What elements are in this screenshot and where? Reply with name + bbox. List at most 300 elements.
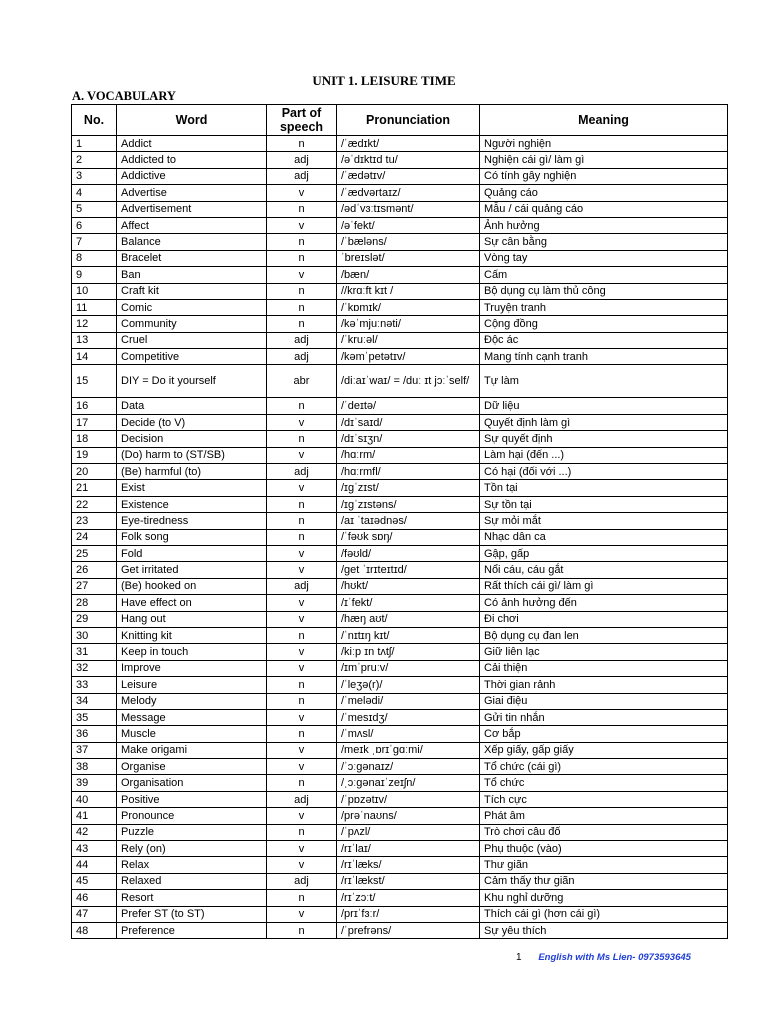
cell-meaning: Trò chơi câu đố (480, 824, 728, 840)
cell-word: Existence (117, 496, 267, 512)
cell-part-of-speech: n (267, 316, 337, 332)
cell-word: Puzzle (117, 824, 267, 840)
cell-no: 24 (72, 529, 117, 545)
table-row (72, 873, 728, 889)
cell-pronunciation: /ˈdeɪtə/ (337, 398, 480, 414)
cell-meaning: Có hại (đối với ...) (480, 464, 728, 480)
table-row (72, 431, 728, 447)
table-row (72, 824, 728, 840)
cell-meaning: Ảnh hưởng (480, 217, 728, 233)
table-row (72, 283, 728, 299)
cell-pronunciation: /bæn/ (337, 267, 480, 283)
cell-word: Leisure (117, 677, 267, 693)
cell-word: Keep in touch (117, 644, 267, 660)
cell-word: Melody (117, 693, 267, 709)
cell-meaning: Dữ liệu (480, 398, 728, 414)
cell-pronunciation: /ˌɔːɡənaɪˈzeɪʃn/ (337, 775, 480, 791)
cell-word: Bracelet (117, 250, 267, 266)
cell-meaning: Tổ chức (480, 775, 728, 791)
cell-word: Organisation (117, 775, 267, 791)
cell-meaning: Đi chơi (480, 611, 728, 627)
cell-word: Exist (117, 480, 267, 496)
cell-pronunciation: /ˈpʌzl/ (337, 824, 480, 840)
cell-part-of-speech: n (267, 299, 337, 315)
cell-pronunciation: /ɪɡˈzɪst/ (337, 480, 480, 496)
table-row (72, 250, 728, 266)
cell-word: Decide (to V) (117, 414, 267, 430)
cell-part-of-speech: n (267, 496, 337, 512)
table-row (72, 611, 728, 627)
cell-no: 43 (72, 841, 117, 857)
cell-part-of-speech: n (267, 513, 337, 529)
cell-no: 10 (72, 283, 117, 299)
cell-word: Preference (117, 922, 267, 938)
cell-pronunciation: /ˈprefrəns/ (337, 922, 480, 938)
cell-no: 34 (72, 693, 117, 709)
cell-pronunciation: /fəʊld/ (337, 545, 480, 561)
table-row (72, 201, 728, 217)
footer-brand: English with Ms Lien- 0973593645 (538, 952, 691, 963)
cell-part-of-speech: abr (267, 365, 337, 398)
cell-no: 47 (72, 906, 117, 922)
cell-pronunciation: /kəˈmjuːnəti/ (337, 316, 480, 332)
cell-meaning: Phát âm (480, 808, 728, 824)
table-row (72, 726, 728, 742)
cell-part-of-speech: n (267, 283, 337, 299)
table-row (72, 759, 728, 775)
cell-no: 40 (72, 791, 117, 807)
cell-part-of-speech: n (267, 398, 337, 414)
table-row (72, 480, 728, 496)
cell-part-of-speech: v (267, 857, 337, 873)
cell-meaning: Cải thiện (480, 660, 728, 676)
cell-meaning: Sự mỏi mắt (480, 513, 728, 529)
table-row (72, 513, 728, 529)
cell-pronunciation: /ˈɔːɡənaɪz/ (337, 759, 480, 775)
cell-part-of-speech: v (267, 414, 337, 430)
cell-pronunciation: /ˈnɪtɪŋ kɪt/ (337, 627, 480, 643)
cell-no: 17 (72, 414, 117, 430)
cell-part-of-speech: v (267, 660, 337, 676)
cell-pronunciation: /ˈædvərtaɪz/ (337, 185, 480, 201)
vocabulary-table-body (72, 136, 728, 939)
cell-word: Community (117, 316, 267, 332)
cell-pronunciation: /dɪˈsɪʒn/ (337, 431, 480, 447)
cell-pronunciation: /ˈkɒmɪk/ (337, 299, 480, 315)
cell-pronunciation: /əˈfekt/ (337, 217, 480, 233)
cell-word: Balance (117, 234, 267, 250)
cell-no: 3 (72, 168, 117, 184)
cell-meaning: Phụ thuộc (vào) (480, 841, 728, 857)
cell-word: Competitive (117, 349, 267, 365)
cell-pronunciation: /hɑːrm/ (337, 447, 480, 463)
cell-no: 4 (72, 185, 117, 201)
cell-meaning: Truyện tranh (480, 299, 728, 315)
table-row (72, 660, 728, 676)
cell-no: 36 (72, 726, 117, 742)
cell-pronunciation: /rɪˈlæks/ (337, 857, 480, 873)
cell-part-of-speech: adj (267, 578, 337, 594)
cell-part-of-speech: v (267, 217, 337, 233)
cell-meaning: Thích cái gì (hơn cái gì) (480, 906, 728, 922)
cell-no: 28 (72, 595, 117, 611)
cell-part-of-speech: n (267, 693, 337, 709)
cell-no: 48 (72, 922, 117, 938)
cell-part-of-speech: v (267, 267, 337, 283)
cell-meaning: Làm hại (đến ...) (480, 447, 728, 463)
cell-part-of-speech: v (267, 185, 337, 201)
cell-no: 7 (72, 234, 117, 250)
cell-part-of-speech: v (267, 545, 337, 561)
cell-no: 6 (72, 217, 117, 233)
cell-no: 26 (72, 562, 117, 578)
cell-meaning: Mẫu / cái quảng cáo (480, 201, 728, 217)
cell-meaning: Nhạc dân ca (480, 529, 728, 545)
cell-word: Relax (117, 857, 267, 873)
cell-word: (Be) harmful (to) (117, 464, 267, 480)
cell-word: Resort (117, 890, 267, 906)
cell-meaning: Thời gian rảnh (480, 677, 728, 693)
cell-part-of-speech: adj (267, 332, 337, 348)
table-row (72, 447, 728, 463)
cell-meaning: Người nghiện (480, 136, 728, 152)
cell-word: Craft kit (117, 283, 267, 299)
cell-part-of-speech: v (267, 595, 337, 611)
cell-word: Eye-tiredness (117, 513, 267, 529)
cell-part-of-speech: v (267, 562, 337, 578)
cell-pronunciation: /ˈpɒzətɪv/ (337, 791, 480, 807)
cell-no: 45 (72, 873, 117, 889)
cell-part-of-speech: v (267, 447, 337, 463)
cell-part-of-speech: n (267, 136, 337, 152)
cell-word: Data (117, 398, 267, 414)
cell-word: Positive (117, 791, 267, 807)
table-row (72, 742, 728, 758)
table-row (72, 709, 728, 725)
cell-no: 21 (72, 480, 117, 496)
cell-no: 16 (72, 398, 117, 414)
cell-word: Advertisement (117, 201, 267, 217)
cell-word: Addict (117, 136, 267, 152)
header-word: Word (117, 105, 267, 136)
cell-part-of-speech: adj (267, 791, 337, 807)
cell-meaning: Cơ bắp (480, 726, 728, 742)
cell-word: Pronounce (117, 808, 267, 824)
cell-word: Rely (on) (117, 841, 267, 857)
cell-meaning: Sự yêu thích (480, 922, 728, 938)
cell-part-of-speech: n (267, 529, 337, 545)
table-row (72, 152, 728, 168)
cell-part-of-speech: v (267, 480, 337, 496)
cell-meaning: Nổi cáu, cáu gắt (480, 562, 728, 578)
cell-meaning: Vòng tay (480, 250, 728, 266)
cell-word: Ban (117, 267, 267, 283)
cell-pronunciation: ˈbreɪslət/ (337, 250, 480, 266)
cell-word: Get irritated (117, 562, 267, 578)
cell-meaning: Sự cân bằng (480, 234, 728, 250)
cell-meaning: Giai điệu (480, 693, 728, 709)
cell-pronunciation: /kiːp ɪn tʌtʃ/ (337, 644, 480, 660)
cell-meaning: Tồn tại (480, 480, 728, 496)
cell-part-of-speech: n (267, 922, 337, 938)
table-row (72, 841, 728, 857)
cell-pronunciation: /get ˈɪrɪteɪtɪd/ (337, 562, 480, 578)
cell-part-of-speech: n (267, 775, 337, 791)
cell-meaning: Có tính gây nghiện (480, 168, 728, 184)
page-footer (516, 952, 691, 963)
cell-part-of-speech: v (267, 742, 337, 758)
cell-word: Relaxed (117, 873, 267, 889)
cell-word: (Be) hooked on (117, 578, 267, 594)
cell-part-of-speech: n (267, 677, 337, 693)
table-row (72, 922, 728, 938)
table-row (72, 545, 728, 561)
cell-part-of-speech: n (267, 234, 337, 250)
table-row (72, 496, 728, 512)
cell-meaning: Khu nghỉ dưỡng (480, 890, 728, 906)
cell-pronunciation: /rɪˈzɔːt/ (337, 890, 480, 906)
cell-pronunciation: /ˈkruːəl/ (337, 332, 480, 348)
cell-no: 1 (72, 136, 117, 152)
table-row (72, 627, 728, 643)
table-row (72, 644, 728, 660)
cell-meaning: Mang tính cạnh tranh (480, 349, 728, 365)
cell-word: DIY = Do it yourself (117, 365, 267, 398)
cell-word: Fold (117, 545, 267, 561)
cell-no: 11 (72, 299, 117, 315)
cell-word: Organise (117, 759, 267, 775)
cell-meaning: Tổ chức (cái gì) (480, 759, 728, 775)
cell-pronunciation: /hʊkt/ (337, 578, 480, 594)
header-meaning: Meaning (480, 105, 728, 136)
header-part-of-speech: Part of speech (267, 105, 337, 136)
cell-meaning: Cộng đồng (480, 316, 728, 332)
cell-word: Decision (117, 431, 267, 447)
cell-meaning: Sự quyết định (480, 431, 728, 447)
cell-word: Comic (117, 299, 267, 315)
cell-pronunciation: //krɑːft kɪt / (337, 283, 480, 299)
cell-part-of-speech: n (267, 824, 337, 840)
cell-meaning: Giữ liên lạc (480, 644, 728, 660)
cell-no: 37 (72, 742, 117, 758)
cell-meaning: Sự tồn tại (480, 496, 728, 512)
table-row (72, 808, 728, 824)
cell-part-of-speech: v (267, 759, 337, 775)
cell-no: 31 (72, 644, 117, 660)
table-header-row (72, 105, 728, 136)
cell-meaning: Gửi tin nhắn (480, 709, 728, 725)
cell-part-of-speech: n (267, 726, 337, 742)
cell-pronunciation: /ˈmelədi/ (337, 693, 480, 709)
cell-no: 27 (72, 578, 117, 594)
table-row (72, 595, 728, 611)
cell-word: Muscle (117, 726, 267, 742)
table-row (72, 267, 728, 283)
cell-part-of-speech: v (267, 808, 337, 824)
cell-word: Message (117, 709, 267, 725)
cell-meaning: Gập, gấp (480, 545, 728, 561)
header-pronunciation: Pronunciation (337, 105, 480, 136)
cell-part-of-speech: adj (267, 152, 337, 168)
cell-word: Affect (117, 217, 267, 233)
cell-no: 39 (72, 775, 117, 791)
cell-meaning: Bộ dụng cụ làm thủ công (480, 283, 728, 299)
cell-no: 25 (72, 545, 117, 561)
table-row (72, 234, 728, 250)
cell-pronunciation: /rɪˈlaɪ/ (337, 841, 480, 857)
cell-part-of-speech: adj (267, 464, 337, 480)
table-row (72, 365, 728, 398)
cell-word: Knitting kit (117, 627, 267, 643)
cell-no: 44 (72, 857, 117, 873)
cell-no: 22 (72, 496, 117, 512)
cell-word: Improve (117, 660, 267, 676)
cell-pronunciation: /ɪˈfekt/ (337, 595, 480, 611)
cell-no: 13 (72, 332, 117, 348)
cell-no: 5 (72, 201, 117, 217)
cell-word: Addicted to (117, 152, 267, 168)
cell-meaning: Thư giãn (480, 857, 728, 873)
table-row (72, 414, 728, 430)
cell-part-of-speech: v (267, 644, 337, 660)
header-no: No. (72, 105, 117, 136)
cell-word: Cruel (117, 332, 267, 348)
cell-no: 18 (72, 431, 117, 447)
cell-meaning: Cấm (480, 267, 728, 283)
table-row (72, 775, 728, 791)
cell-meaning: Quảng cáo (480, 185, 728, 201)
cell-pronunciation: /ˈædɪkt/ (337, 136, 480, 152)
cell-meaning: Quyết định làm gì (480, 414, 728, 430)
cell-pronunciation: /ˈædətɪv/ (337, 168, 480, 184)
table-row (72, 332, 728, 348)
cell-pronunciation: /əˈdɪktɪd tu/ (337, 152, 480, 168)
cell-word: Folk song (117, 529, 267, 545)
cell-no: 33 (72, 677, 117, 693)
table-row (72, 677, 728, 693)
cell-meaning: Bộ dụng cụ đan len (480, 627, 728, 643)
table-row (72, 890, 728, 906)
cell-word: (Do) harm to (ST/SB) (117, 447, 267, 463)
cell-no: 20 (72, 464, 117, 480)
cell-pronunciation: /ˈmʌsl/ (337, 726, 480, 742)
cell-no: 14 (72, 349, 117, 365)
cell-part-of-speech: v (267, 611, 337, 627)
table-row (72, 464, 728, 480)
cell-no: 41 (72, 808, 117, 824)
cell-word: Advertise (117, 185, 267, 201)
cell-meaning: Có ảnh hưởng đến (480, 595, 728, 611)
table-row (72, 693, 728, 709)
cell-pronunciation: /ˈbæləns/ (337, 234, 480, 250)
cell-meaning: Xếp giấy, gấp giấy (480, 742, 728, 758)
cell-word: Addictive (117, 168, 267, 184)
table-row (72, 906, 728, 922)
cell-word: Have effect on (117, 595, 267, 611)
cell-pronunciation: /kəmˈpetətɪv/ (337, 349, 480, 365)
cell-part-of-speech: n (267, 431, 337, 447)
cell-pronunciation: /dɪˈsaɪd/ (337, 414, 480, 430)
cell-pronunciation: /diːaɪˈwaɪ/ = /duː ɪt jɔːˈself/ (337, 365, 480, 398)
table-row (72, 398, 728, 414)
cell-no: 15 (72, 365, 117, 398)
cell-meaning: Cảm thấy thư giãn (480, 873, 728, 889)
cell-part-of-speech: adj (267, 349, 337, 365)
table-row (72, 578, 728, 594)
cell-pronunciation: /hæŋ aʊt/ (337, 611, 480, 627)
page-title: UNIT 1. LEISURE TIME (312, 73, 456, 88)
table-row (72, 217, 728, 233)
cell-no: 32 (72, 660, 117, 676)
table-row (72, 136, 728, 152)
cell-no: 2 (72, 152, 117, 168)
cell-no: 23 (72, 513, 117, 529)
cell-no: 29 (72, 611, 117, 627)
cell-word: Hang out (117, 611, 267, 627)
table-row (72, 857, 728, 873)
table-row (72, 316, 728, 332)
cell-pronunciation: /ədˈvɜːtɪsmənt/ (337, 201, 480, 217)
cell-part-of-speech: v (267, 841, 337, 857)
cell-part-of-speech: adj (267, 873, 337, 889)
cell-no: 19 (72, 447, 117, 463)
cell-meaning: Tích cực (480, 791, 728, 807)
vocabulary-table (71, 104, 728, 939)
table-row (72, 529, 728, 545)
cell-meaning: Rất thích cái gì/ làm gì (480, 578, 728, 594)
cell-pronunciation: /prɪˈfɜːr/ (337, 906, 480, 922)
table-row (72, 168, 728, 184)
cell-pronunciation: /rɪˈlækst/ (337, 873, 480, 889)
cell-no: 35 (72, 709, 117, 725)
cell-pronunciation: /ˈleʒə(r)/ (337, 677, 480, 693)
cell-meaning: Tự làm (480, 365, 728, 398)
cell-part-of-speech: v (267, 906, 337, 922)
page-number: 1 (516, 952, 522, 963)
cell-pronunciation: /ɪɡˈzɪstəns/ (337, 496, 480, 512)
cell-word: Prefer ST (to ST) (117, 906, 267, 922)
cell-part-of-speech: n (267, 250, 337, 266)
cell-pronunciation: /ˈmesɪdʒ/ (337, 709, 480, 725)
cell-no: 9 (72, 267, 117, 283)
cell-pronunciation: /aɪ ˈtaɪədnəs/ (337, 513, 480, 529)
cell-no: 30 (72, 627, 117, 643)
cell-no: 8 (72, 250, 117, 266)
cell-pronunciation: /meɪk ˌɒrɪˈɡɑːmi/ (337, 742, 480, 758)
cell-no: 42 (72, 824, 117, 840)
cell-part-of-speech: adj (267, 168, 337, 184)
cell-part-of-speech: n (267, 201, 337, 217)
cell-part-of-speech: n (267, 890, 337, 906)
cell-pronunciation: /ɪmˈpruːv/ (337, 660, 480, 676)
table-row (72, 791, 728, 807)
section-heading: A. VOCABULARY (72, 89, 176, 103)
cell-no: 38 (72, 759, 117, 775)
cell-meaning: Nghiện cái gì/ làm gì (480, 152, 728, 168)
table-row (72, 299, 728, 315)
cell-meaning: Độc ác (480, 332, 728, 348)
cell-no: 12 (72, 316, 117, 332)
table-row (72, 185, 728, 201)
cell-part-of-speech: v (267, 709, 337, 725)
table-row (72, 349, 728, 365)
cell-part-of-speech: n (267, 627, 337, 643)
table-row (72, 562, 728, 578)
cell-pronunciation: /hɑːrmfl/ (337, 464, 480, 480)
cell-no: 46 (72, 890, 117, 906)
cell-word: Make origami (117, 742, 267, 758)
cell-pronunciation: /ˈfəʊk sɒŋ/ (337, 529, 480, 545)
